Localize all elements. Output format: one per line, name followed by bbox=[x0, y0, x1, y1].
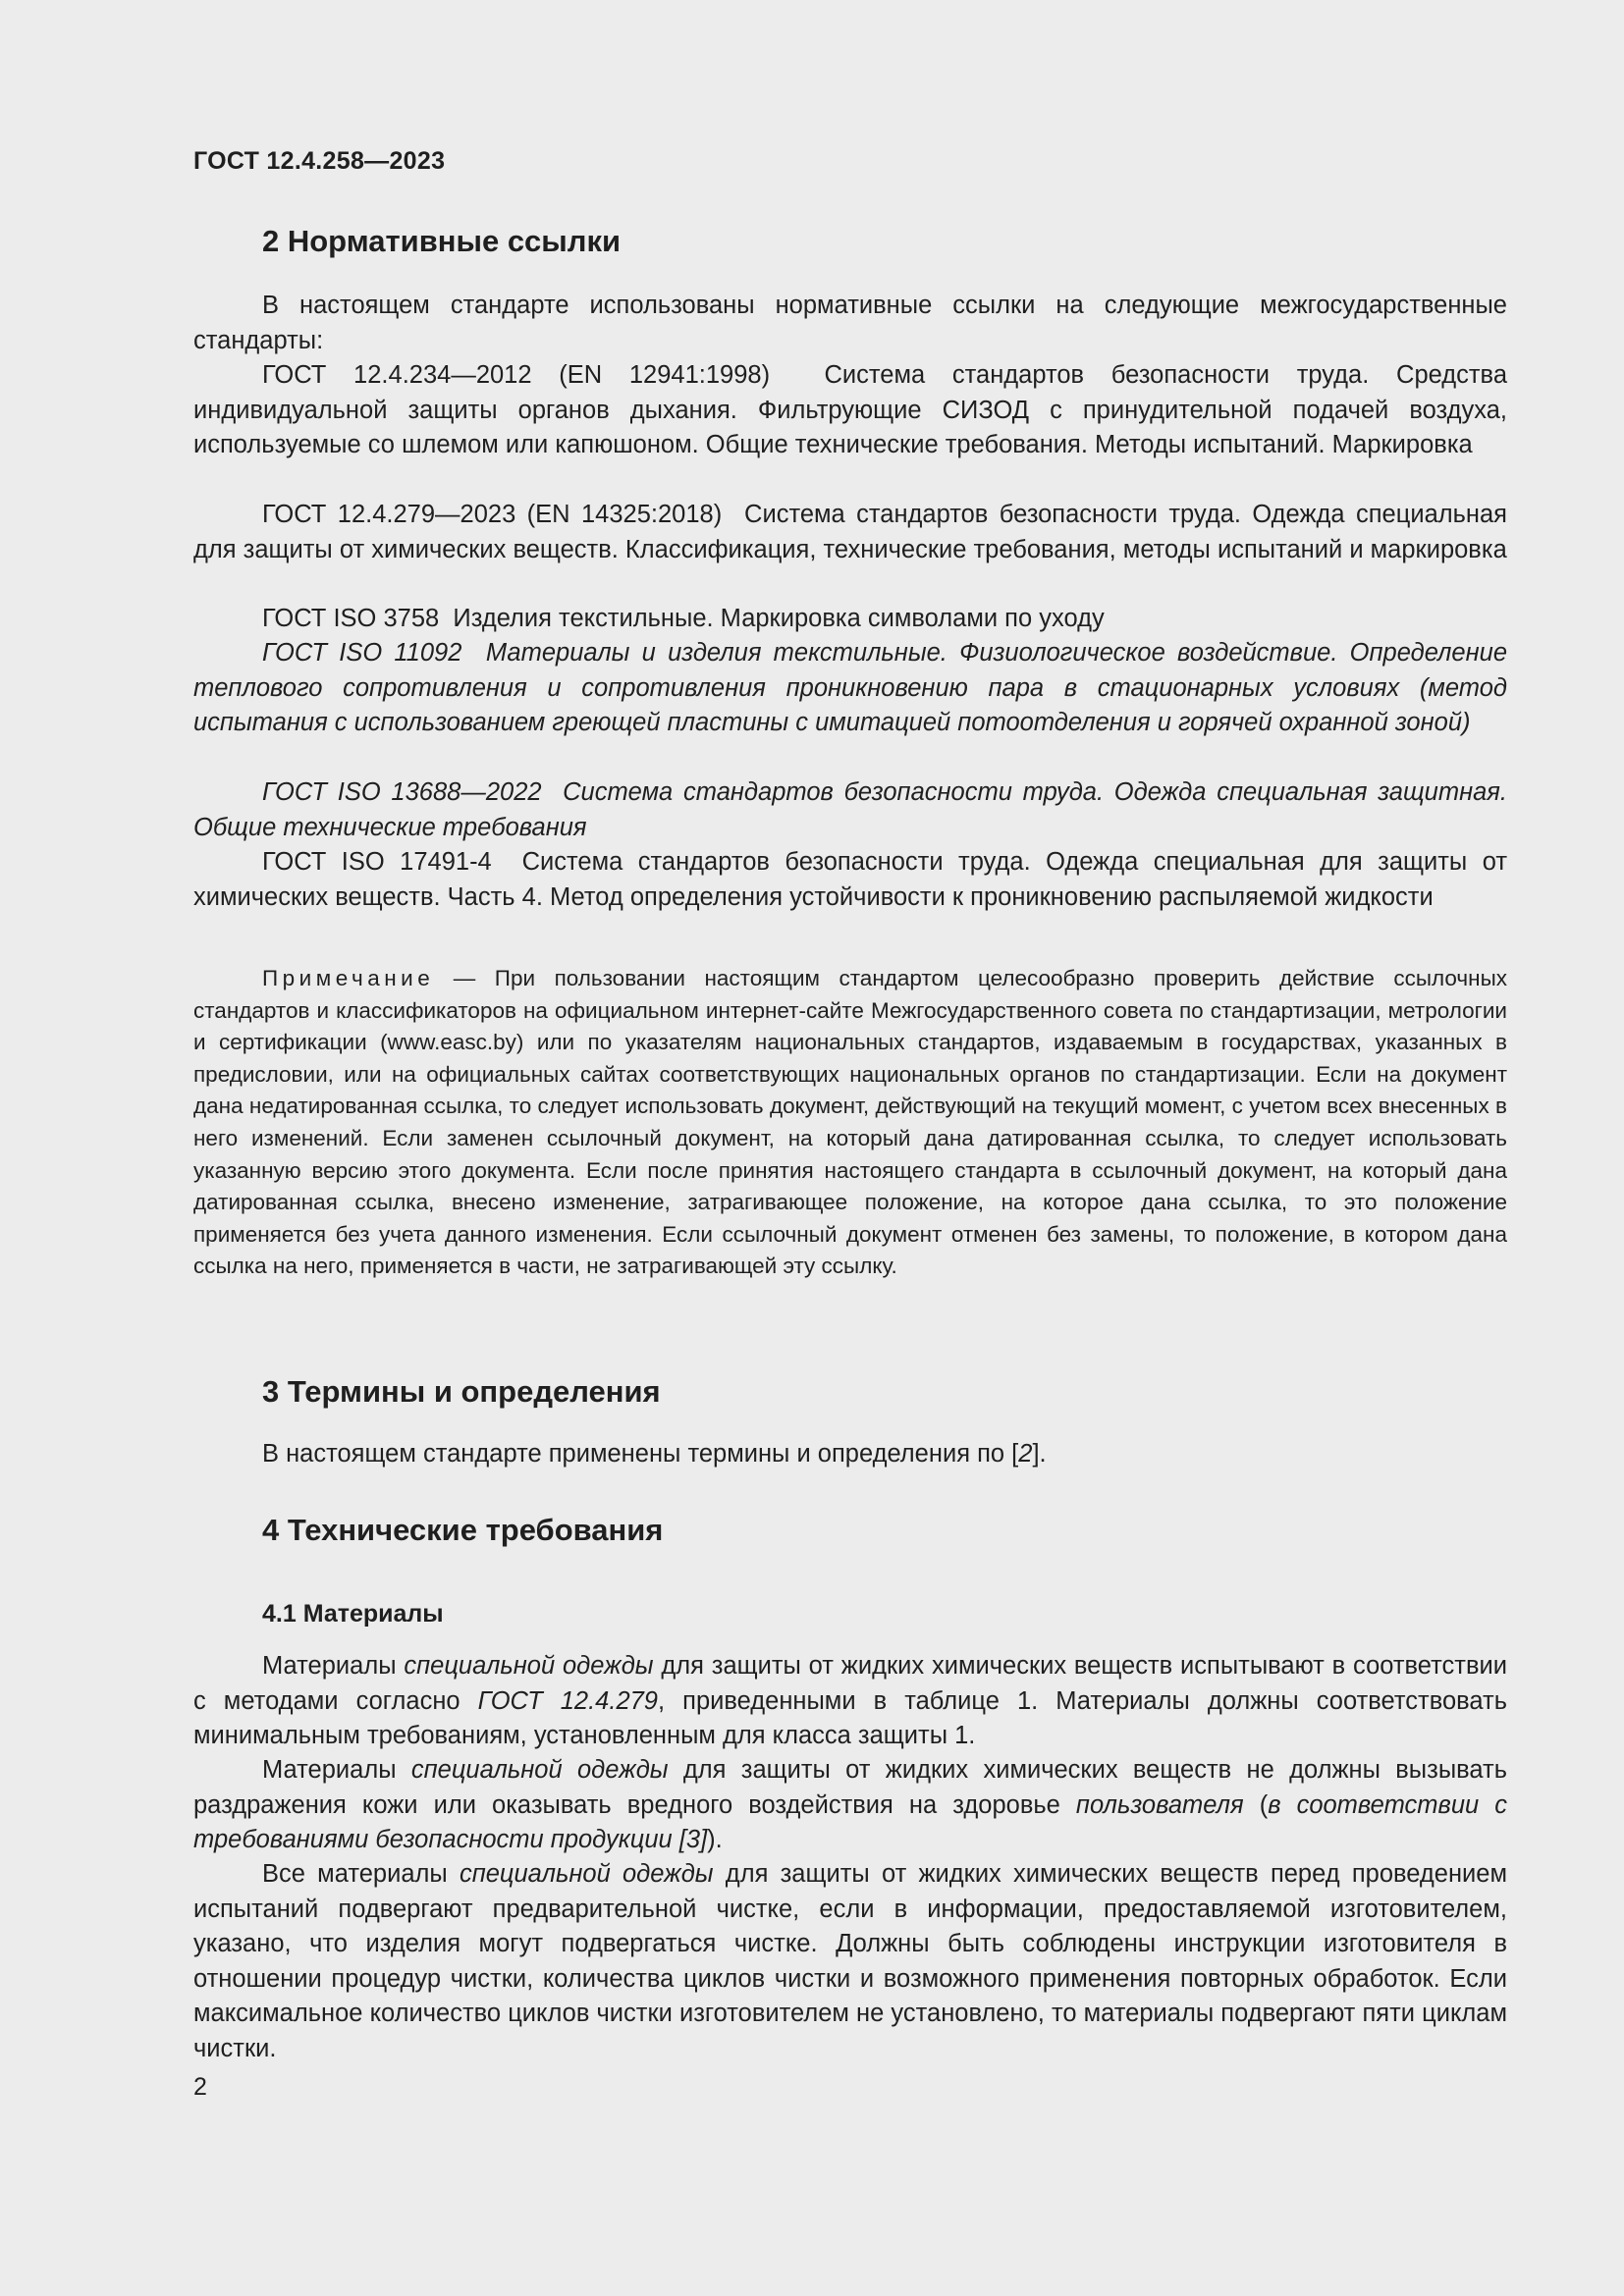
materials-paragraph-2 bbox=[193, 1753, 1507, 1858]
text-run: Все материалы bbox=[262, 1860, 460, 1888]
reference-item bbox=[193, 358, 1507, 463]
reference-title: Система стандартов безопасности труда. Одежда специальная защитная. Общие технические требования bbox=[193, 778, 1508, 841]
section-3-text-part: В настоящем стандарте применены термины и определения по [ bbox=[262, 1440, 1019, 1468]
note-paragraph bbox=[193, 963, 1507, 1283]
reference-title: Система стандартов безопасности труда. Средства индивидуальной защиты органов дыхания. Фильтрующие СИЗОД с принудительной подачей воздуха, используемые со шлемом или капюшоном. Общие технические требования. Методы испытаний. Маркировка bbox=[193, 361, 1507, 458]
reference-item bbox=[193, 602, 1507, 637]
text-run: Материалы bbox=[262, 1652, 405, 1680]
reference-code: ГОСТ ISO 11092 bbox=[262, 639, 462, 667]
reference-code: ГОСТ ISO 3758 bbox=[262, 605, 440, 632]
section-4-heading: 4 Технические требования bbox=[262, 1513, 664, 1547]
standard-ref: ГОСТ 12.4.279 bbox=[477, 1686, 658, 1715]
term-emphasis: пользователя bbox=[1075, 1790, 1244, 1819]
text-run: для защиты от жидких химических веществ не должны вызывать раздражения кожи или оказывать вредного воздействия на здоровье bbox=[193, 1756, 1507, 1819]
reference-code: ГОСТ 12.4.279—2023 (EN 14325:2018) bbox=[262, 501, 723, 528]
reference-title: Материалы и изделия текстильные. Физиологическое воздействие. Определение теплового сопротивления и сопротивления проникновению пара в стационарных условиях (метод испытания с использованием греющей пластины с имитацией потоотделения и горячей охранной зоной) bbox=[193, 639, 1508, 736]
text-run: Материалы bbox=[262, 1756, 411, 1784]
materials-paragraph-3 bbox=[193, 1857, 1507, 2066]
section-3-heading: 3 Термины и определения bbox=[262, 1374, 661, 1409]
bibliography-ref: 2 bbox=[1018, 1440, 1033, 1468]
reference-item bbox=[193, 498, 1507, 567]
reference-item bbox=[193, 845, 1507, 915]
note-label: Примечание bbox=[262, 966, 435, 990]
reference-title: Система стандартов безопасности труда. Одежда специальная для защиты от химических веществ. Классификация, технические требования, методы испытаний и маркировка bbox=[193, 501, 1507, 563]
text-run: , приведенными в таблице 1. Материалы должны соответствовать минимальным требованиям, установленным для класса защиты 1. bbox=[193, 1686, 1507, 1749]
section-3-text bbox=[193, 1437, 1507, 1472]
materials-paragraph-1 bbox=[193, 1649, 1507, 1754]
reference-code: ГОСТ ISO 17491-4 bbox=[262, 848, 492, 876]
reference-title: Система стандартов безопасности труда. Одежда специальная для защиты от химических веществ. Часть 4. Метод определения устойчивости к проникновению распыляемой жидкости bbox=[193, 848, 1507, 911]
section-3-text-part: ]. bbox=[1032, 1440, 1047, 1468]
term-emphasis: специальной одежды bbox=[459, 1860, 714, 1888]
text-run: ). bbox=[707, 1826, 723, 1853]
text-run: ( bbox=[1243, 1790, 1269, 1819]
section-2-heading: 2 Нормативные ссылки bbox=[262, 224, 622, 258]
reference-item bbox=[193, 636, 1507, 741]
text-run: для защиты от жидких химических веществ испытывают в соответствии с методами согласно bbox=[193, 1652, 1508, 1715]
term-emphasis: специальной одежды bbox=[410, 1756, 669, 1784]
reference-title: Изделия текстильные. Маркировка символами по уходу bbox=[453, 605, 1105, 632]
term-emphasis: специальной одежды bbox=[404, 1652, 654, 1680]
note-text: — При пользовании настоящим стандартом целесообразно проверить действие ссылочных стандартов и классификаторов на официальном интернет-сайте Межгосударственного совета по стандартизации, метрологии и сертификации (www.easc.by) или по указателям национальных стандартов, издаваемым в государствах, указанных в предисловии, или на официальных сайтах соответствующих национальных органов по стандартизации. Если на документ дана недатированная ссылка, то следует использовать документ, действующий на текущий момент, с учетом всех внесенных в него изменений. Если заменен ссылочный документ, на который дана датированная ссылка, то следует использовать указанную версию этого документа. Если после принятия настоящего стандарта в ссылочный документ, на который дана датированная ссылка, внесено изменение, затрагивающее положение, на которое дана ссылка, то это положение применяется без учета данного изменения. Если ссылочный документ отменен без замены, то положение, в котором дана ссылка на него, применяется в части, не затрагивающей эту ссылку. bbox=[193, 966, 1507, 1279]
regulation-ref: в соответствии с требованиями безопасности продукции [3] bbox=[193, 1790, 1508, 1853]
reference-code: ГОСТ ISO 13688—2022 bbox=[262, 778, 542, 806]
text-run: для защиты от жидких химических веществ перед проведением испытаний подвергают предварительной чистке, если в информации, предоставляемой изготовителем, указано, что изделия могут подвергаться чистке. Должны быть соблюдены инструкции изготовителя в отношении процедур чистки, количества циклов чистки и возможного применения повторных обработок. Если максимальное количество циклов чистки изготовителем не установлено, то материалы подвергают пяти циклам чистки. bbox=[193, 1860, 1508, 2062]
section-2-intro: В настоящем стандарте использованы нормативные ссылки на следующие межгосударственные стандарты: bbox=[193, 292, 1507, 354]
reference-code: ГОСТ 12.4.234—2012 (EN 12941:1998) bbox=[262, 361, 771, 389]
reference-item bbox=[193, 775, 1507, 845]
page-number: 2 bbox=[193, 2073, 207, 2101]
subsection-4-1-heading: 4.1 Материалы bbox=[262, 1600, 444, 1628]
document-header: ГОСТ 12.4.258—2023 bbox=[193, 147, 446, 175]
